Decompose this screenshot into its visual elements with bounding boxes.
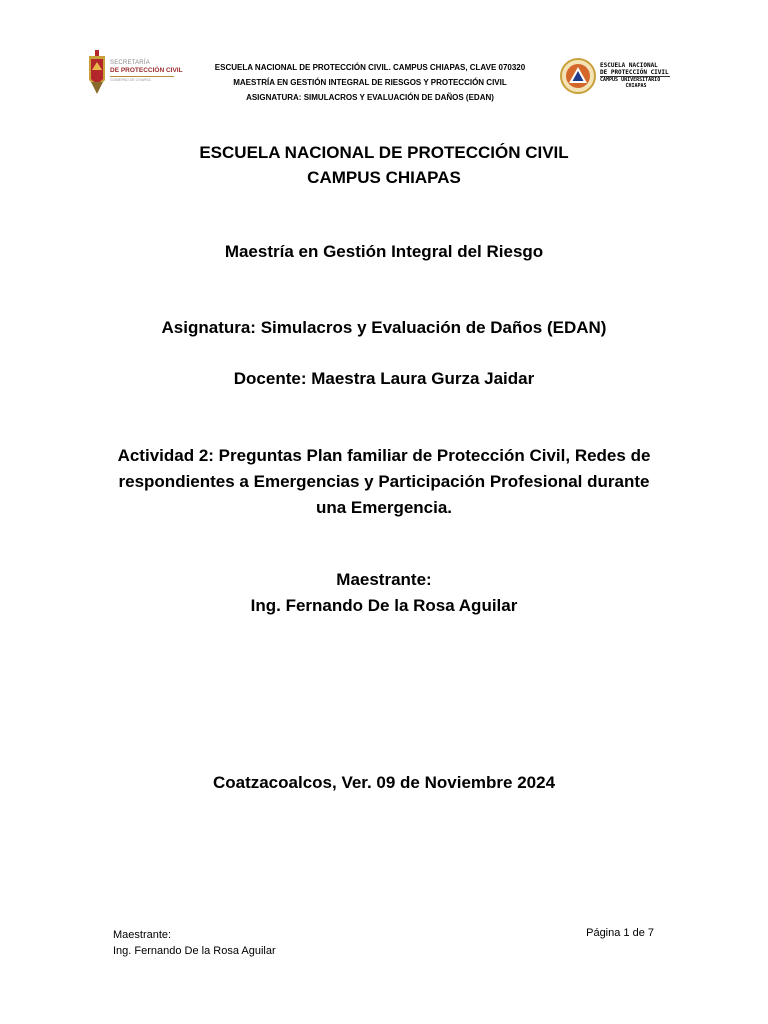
header-line-3: ASIGNATURA: SIMULACROS Y EVALUACIÓN DE DAÑOS (EDAN)	[246, 93, 494, 102]
student-name: Ing. Fernando De la Rosa Aguilar	[250, 596, 518, 615]
header-line-2: MAESTRÍA EN GESTIÓN INTEGRAL DE RIESGOS Y PROTECCIÓN CIVIL	[233, 78, 507, 87]
page-number: Página 1 de 7	[586, 927, 654, 939]
logo-left-line3: GOBIERNO DE CHIAPAS	[110, 78, 151, 82]
page-header	[0, 0, 768, 110]
subject-line: Asignatura: Simulacros y Evaluación de Daños (EDAN)	[161, 318, 607, 337]
footer-name: Ing. Fernando De la Rosa Aguilar	[113, 945, 276, 957]
master-program: Maestría en Gestión Integral del Riesgo	[224, 242, 544, 261]
school-title-line1: ESCUELA NACIONAL DE PROTECCIÓN CIVIL	[199, 143, 569, 162]
activity-title	[94, 443, 674, 521]
school-title	[84, 140, 684, 190]
school-title-line2: CAMPUS CHIAPAS	[307, 168, 461, 187]
logo-right-line3: CAMPUS UNIVERSITARIO	[600, 77, 661, 83]
escuela-nacional-logo	[560, 58, 680, 98]
student-label: Maestrante:	[336, 570, 432, 589]
activity-title-line1: Actividad 2: Preguntas Plan familiar de Protección Civil, Redes de	[117, 446, 651, 465]
logo-left-line1: SECRETARÍA	[110, 60, 150, 66]
footer-author	[113, 927, 276, 959]
proteccion-civil-badge-icon	[560, 58, 596, 94]
logo-left-line2: DE PROTECCIÓN CIVIL	[110, 67, 183, 74]
chiapas-crest-icon	[86, 50, 108, 96]
cover-content	[84, 140, 684, 792]
footer-label: Maestrante:	[113, 929, 172, 941]
activity-title-line3: una Emergencia.	[315, 498, 453, 517]
logo-right-line4: CHIAPAS	[625, 83, 647, 89]
logo-right-line2: DE PROTECCIÓN CIVIL	[600, 69, 669, 76]
secretaria-proteccion-civil-logo	[86, 50, 183, 98]
activity-title-line2: respondientes a Emergencias y Participación Profesional durante	[118, 472, 650, 491]
teacher-line: Docente: Maestra Laura Gurza Jaidar	[233, 369, 535, 388]
header-line-1: ESCUELA NACIONAL DE PROTECCIÓN CIVIL. CAMPUS CHIAPAS, CLAVE 070320	[214, 63, 526, 72]
logo-right-line1: ESCUELA NACIONAL	[600, 62, 658, 69]
logo-left-divider	[110, 76, 174, 77]
header-institution-text	[190, 60, 550, 105]
place-date: Coatzacoalcos, Ver. 09 de Noviembre 2024	[212, 773, 556, 792]
